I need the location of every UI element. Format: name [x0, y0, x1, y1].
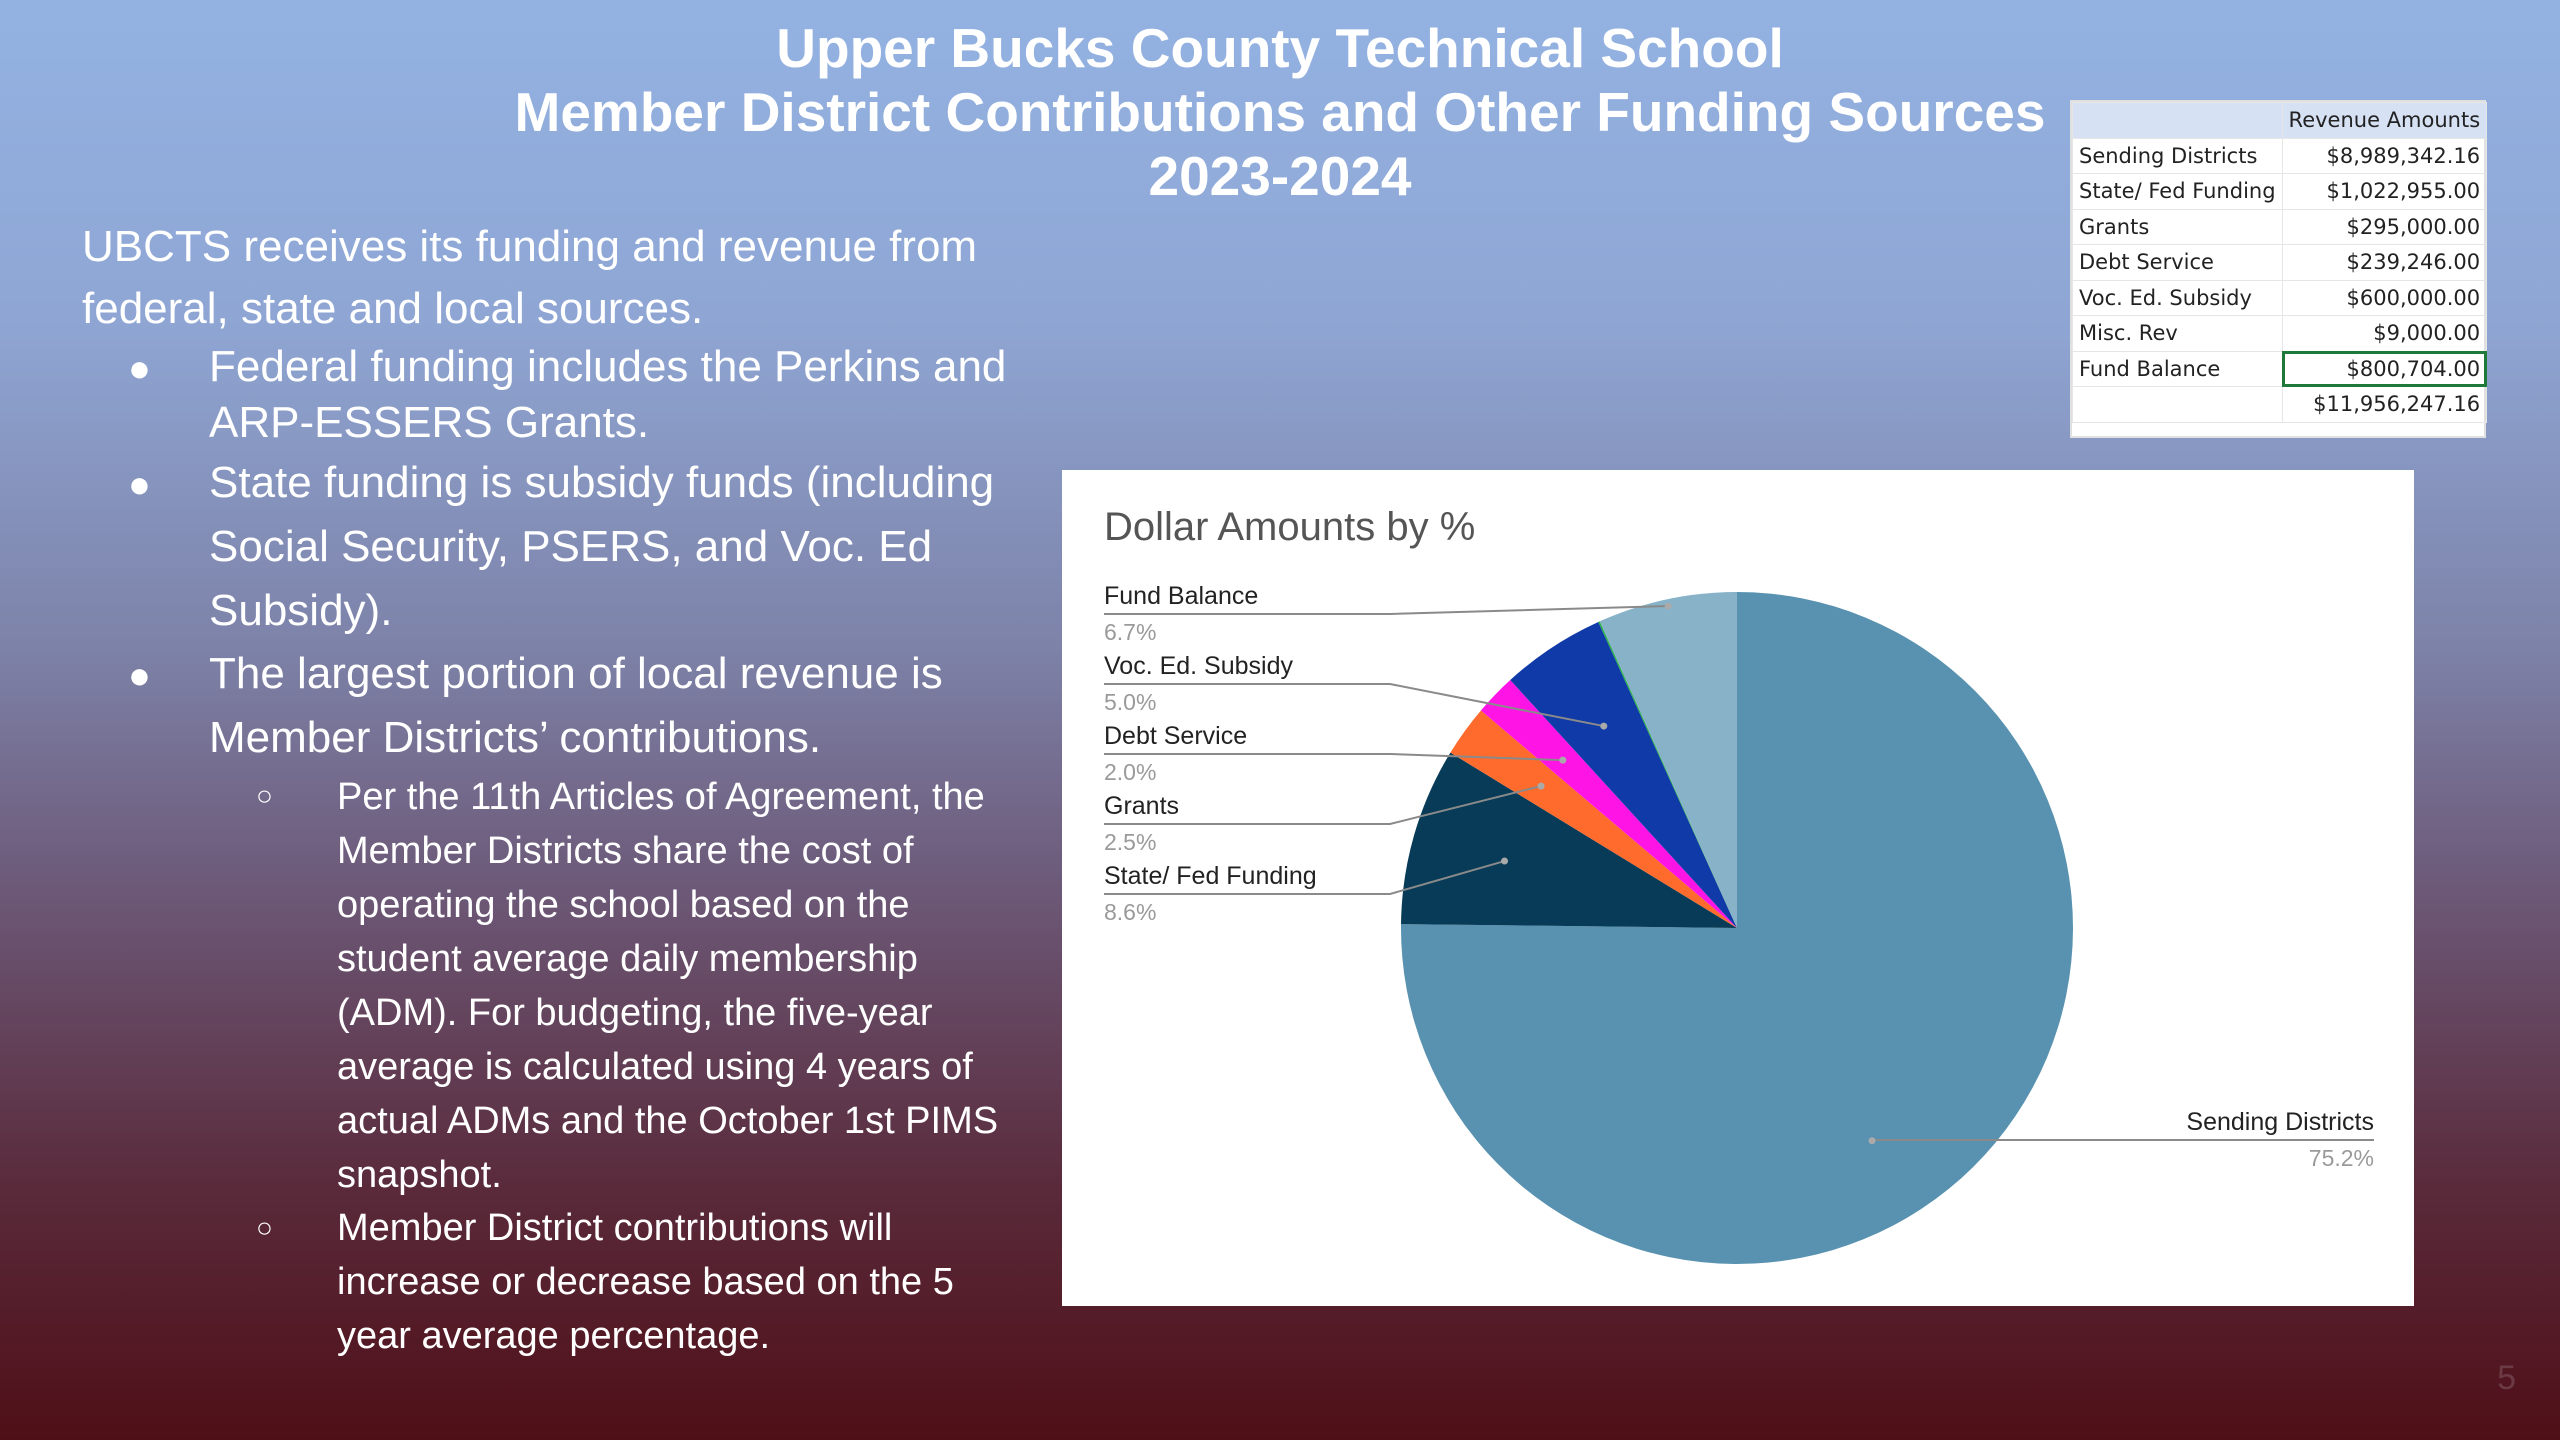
- bullet-state: State funding is subsidy funds (including Social Security, PSERS, and Voc. Ed Subsidy).: [209, 458, 995, 635]
- sub-bullet-contributions: Member District contributions will increase or decrease based on the 5 year average percentage.: [337, 1207, 954, 1357]
- bullet-dot-3: ●: [128, 655, 151, 697]
- table-cell-amount[interactable]: $239,246.00: [2282, 245, 2487, 281]
- pie-leader-dot: [1501, 858, 1508, 865]
- pie-label-name: Grants: [1104, 792, 1180, 820]
- table-cell-label[interactable]: Grants: [2073, 209, 2283, 245]
- table-cell-label[interactable]: Sending Districts: [2073, 138, 2283, 174]
- bullet-dot-1: ●: [128, 348, 151, 390]
- sub-bullet-ring-1: ○: [256, 780, 273, 811]
- pie-label-name: Sending Districts: [2186, 1108, 2374, 1136]
- pie-label-percent: 6.7%: [1104, 619, 1157, 645]
- table-cell-amount[interactable]: $8,989,342.16: [2282, 138, 2487, 174]
- table-cell-amount[interactable]: $295,000.00: [2282, 209, 2487, 245]
- pie-label-name: State/ Fed Funding: [1104, 862, 1317, 890]
- table-cell-label[interactable]: Voc. Ed. Subsidy: [2073, 280, 2283, 316]
- pie-leader-dot: [1665, 602, 1672, 609]
- pie-label-name: Fund Balance: [1104, 582, 1259, 610]
- pie-leader-dot: [1869, 1137, 1876, 1144]
- page-number: 5: [2497, 1359, 2516, 1397]
- pie-leader-dot: [1538, 783, 1545, 790]
- pie-leader-line: [1872, 1140, 2374, 1141]
- bullet-local: The largest portion of local revenue is Member Districts’ contributions.: [209, 649, 943, 762]
- table-row: [2073, 316, 2487, 352]
- sub-bullet-articles: Per the 11th Articles of Agreement, the Member Districts share the cost of operating the school based on the student average daily membership (ADM). For budgeting, the five-year average is calculated using 4 years of actual ADMs and the October 1st PIMS snapshot.: [337, 776, 999, 1196]
- bullet-federal: Federal funding includes the Perkins and ARP-ESSERS Grants.: [209, 342, 1007, 447]
- pie-label-percent: 8.6%: [1104, 899, 1157, 925]
- pie-slices: [1401, 592, 2073, 1264]
- table-header-revenue[interactable]: Revenue Amounts: [2282, 103, 2487, 139]
- table-cell-label[interactable]: State/ Fed Funding: [2073, 174, 2283, 210]
- chart-title: Dollar Amounts by %: [1104, 505, 1476, 549]
- table-total-blank[interactable]: [2073, 387, 2283, 423]
- table-total-row: [2073, 387, 2487, 423]
- revenue-table-grid: [2072, 102, 2487, 423]
- title-line-3: 2023-2024: [1148, 145, 1412, 207]
- table-cell-label[interactable]: Debt Service: [2073, 245, 2283, 281]
- table-cell-amount[interactable]: $9,000.00: [2282, 316, 2487, 352]
- bullet-dot-2: ●: [128, 464, 151, 506]
- table-header-row: [2073, 103, 2487, 139]
- table-row: [2073, 209, 2487, 245]
- table-row: [2073, 351, 2487, 387]
- table-cell-label[interactable]: Fund Balance: [2073, 351, 2283, 387]
- pie-label-percent: 75.2%: [2308, 1145, 2374, 1171]
- title-line-1: Upper Bucks County Technical School: [776, 17, 1784, 79]
- pie-label-name: Voc. Ed. Subsidy: [1104, 652, 1294, 680]
- table-row: [2073, 138, 2487, 174]
- pie-leader-dot: [1559, 757, 1566, 764]
- pie-leader-dot: [1600, 723, 1607, 730]
- intro-text: UBCTS receives its funding and revenue from federal, state and local sources.: [82, 222, 978, 333]
- revenue-table: [2070, 100, 2486, 438]
- sub-bullet-ring-2: ○: [256, 1212, 273, 1243]
- table-cell-amount-selected[interactable]: $800,704.00: [2282, 351, 2487, 387]
- pie-chart: [1062, 470, 2414, 1306]
- title-line-2: Member District Contributions and Other Funding Sources: [514, 81, 2046, 143]
- table-cell-amount[interactable]: $600,000.00: [2282, 280, 2487, 316]
- table-row: [2073, 280, 2487, 316]
- pie-label-percent: 2.5%: [1104, 829, 1157, 855]
- pie-chart-panel: [1062, 470, 2414, 1306]
- table-row: [2073, 245, 2487, 281]
- pie-label-percent: 2.0%: [1104, 759, 1157, 785]
- table-row: [2073, 174, 2487, 210]
- pie-label-percent: 5.0%: [1104, 689, 1157, 715]
- pie-label-name: Debt Service: [1104, 722, 1248, 750]
- table-total-amount[interactable]: $11,956,247.16: [2282, 387, 2487, 423]
- table-cell-amount[interactable]: $1,022,955.00: [2282, 174, 2487, 210]
- table-header-blank[interactable]: [2073, 103, 2283, 139]
- table-cell-label[interactable]: Misc. Rev: [2073, 316, 2283, 352]
